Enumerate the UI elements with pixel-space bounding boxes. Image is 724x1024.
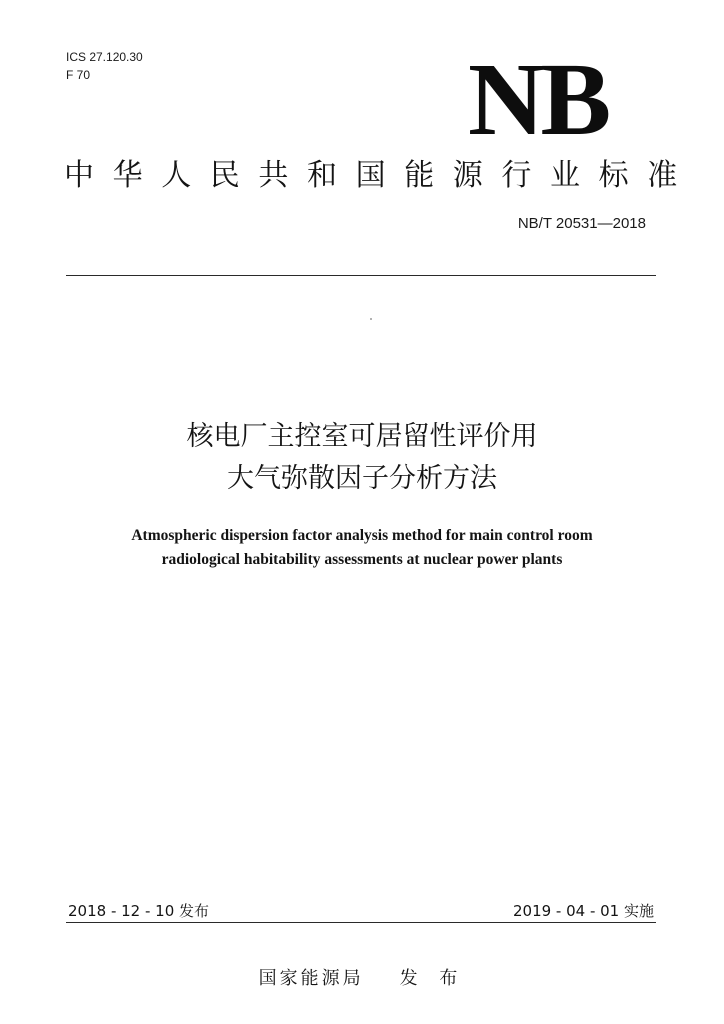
ics-code: ICS 27.120.30	[66, 50, 143, 64]
publish-action: 发 布	[399, 968, 466, 989]
issue-date: 2018 - 12 - 10 发布	[68, 902, 210, 920]
title-en-line-1: Atmospheric dispersion factor analysis method for main control room	[131, 527, 593, 544]
top-divider	[66, 275, 656, 276]
nb-logo: NB	[468, 42, 608, 157]
publisher-name: 国家能源局	[258, 968, 364, 989]
standard-number: NB/T 20531—2018	[517, 215, 646, 232]
document-title-zh	[0, 416, 724, 500]
title-en-line-2: radiological habitability assessments at nuclear power plants	[161, 551, 563, 568]
bottom-divider	[66, 922, 656, 923]
classification-code: F 70	[66, 68, 91, 82]
standard-category-title: 中华人民共和国能源行业标准	[64, 158, 696, 193]
document-title-en	[0, 524, 724, 572]
publisher-line	[0, 966, 724, 992]
implementation-date: 2019 - 04 - 01 实施	[512, 902, 654, 920]
title-zh-line-2: 大气弥散因子分析方法	[227, 463, 497, 494]
scan-speck	[370, 318, 372, 320]
title-zh-line-1: 核电厂主控室可居留性评价用	[186, 421, 538, 452]
